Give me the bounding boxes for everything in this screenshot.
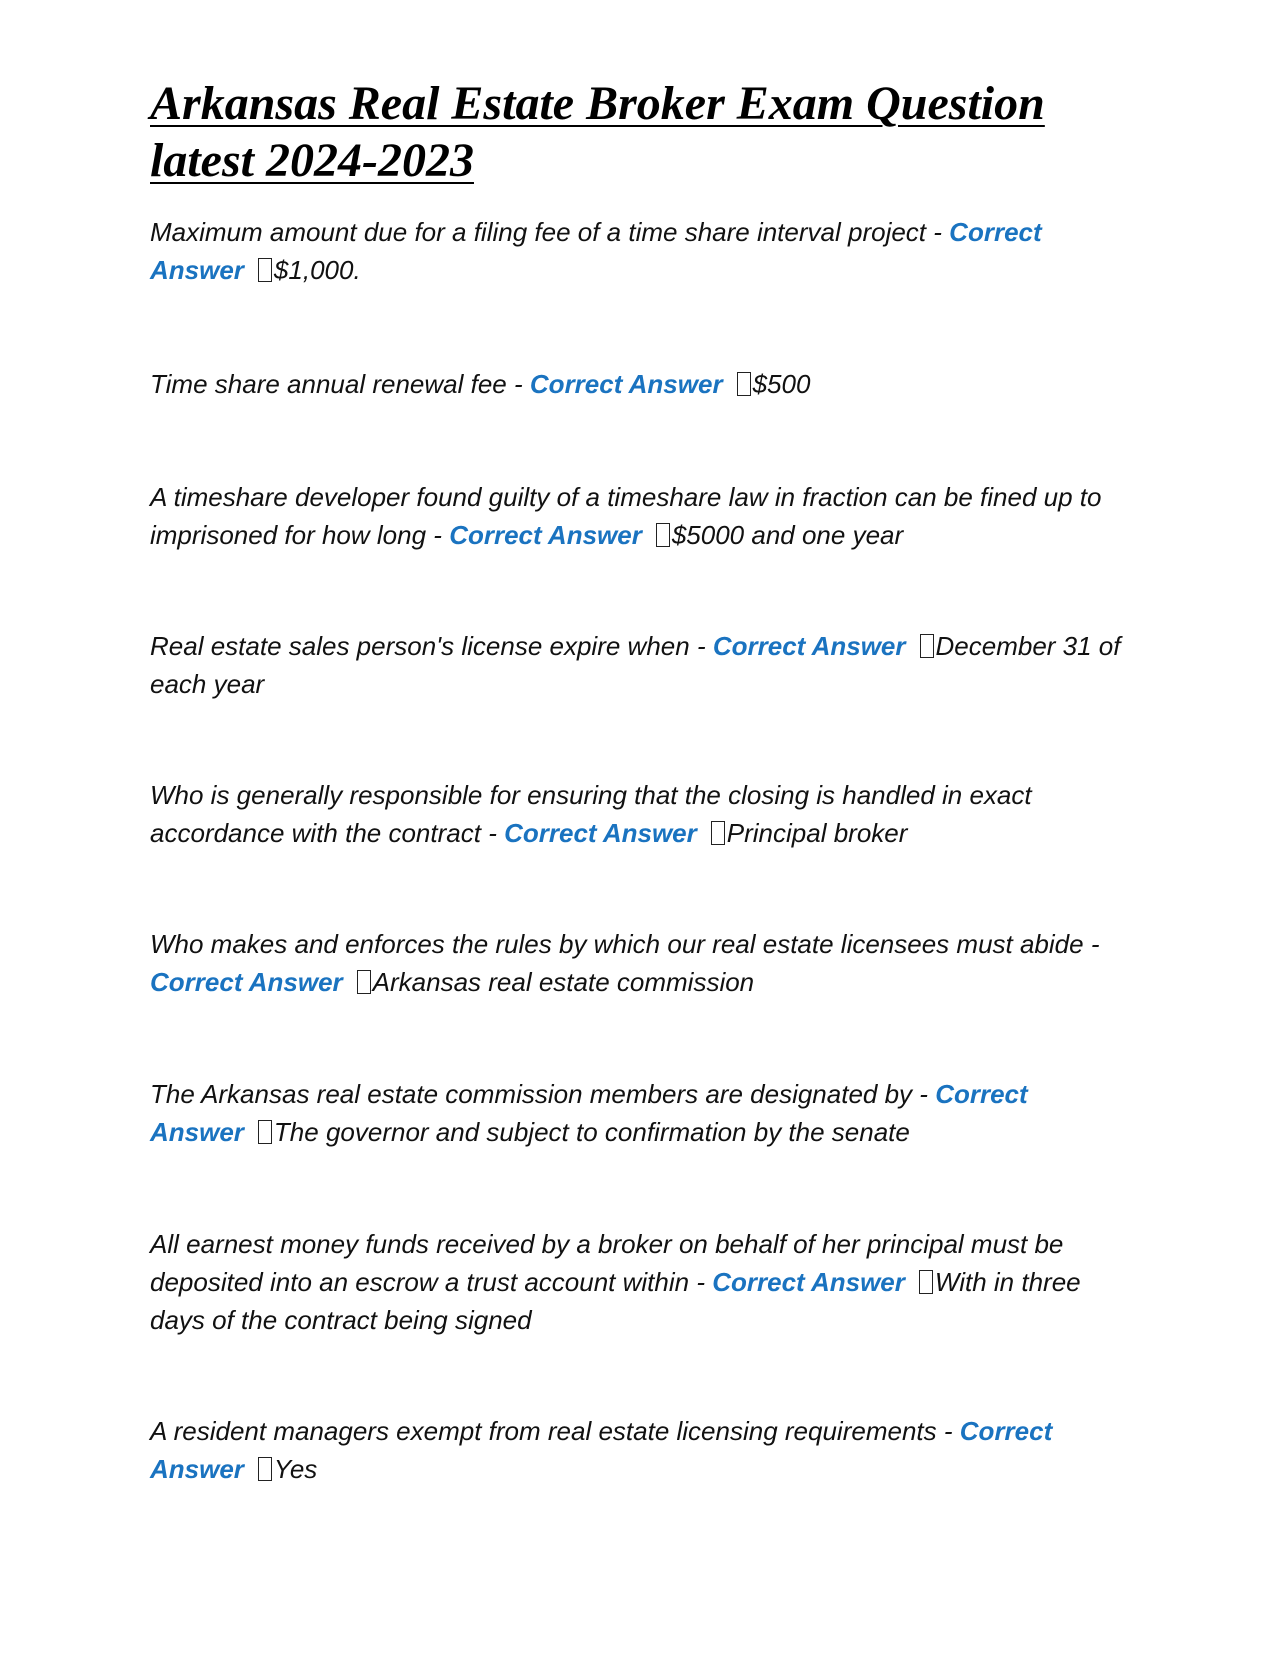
answer-text: $5000 and one year (671, 520, 904, 550)
correct-answer-label: Correct Answer (150, 217, 1042, 285)
qa-item (150, 925, 1125, 1001)
answer-text: Yes (273, 1454, 318, 1484)
missing-glyph-icon (919, 1270, 933, 1294)
question-text: Who makes and enforces the rules by which our real estate licensees must abide (150, 929, 1084, 959)
correct-answer-label: Correct Answer (150, 1416, 1053, 1484)
missing-glyph-icon (656, 523, 670, 547)
correct-answer-label: Correct Answer (150, 1079, 1028, 1147)
qa-item (150, 1225, 1125, 1339)
answer-text: Arkansas real estate commission (372, 967, 755, 997)
page-title: Arkansas Real Estate Broker Exam Question latest 2024-2023 (150, 77, 1045, 187)
qa-item (150, 776, 1125, 852)
missing-glyph-icon (258, 1120, 272, 1144)
separator: - (488, 818, 497, 848)
separator: - (933, 217, 942, 247)
separator: - (514, 369, 523, 399)
separator: - (696, 1267, 705, 1297)
answer-text: With in three days of the contract being signed (150, 1267, 1081, 1335)
answer-text: December 31 of each year (150, 631, 1121, 699)
question-text: Who is generally responsible for ensuring that the closing is handled in exact accordance with the contract (150, 780, 1032, 848)
separator: - (919, 1079, 928, 1109)
correct-answer-label: Correct Answer (449, 520, 642, 550)
question-text: All earnest money funds received by a broker on behalf of her principal must be deposited into an escrow a trust account within (150, 1229, 1064, 1297)
question-text: The Arkansas real estate commission members are designated by (150, 1079, 913, 1109)
qa-item (150, 627, 1125, 703)
separator: - (696, 631, 706, 661)
separator: - (433, 520, 442, 550)
qa-item (150, 213, 1125, 289)
question-text: Real estate sales person's license expire when (150, 631, 690, 661)
qa-item (150, 478, 1125, 554)
question-text: Time share annual renewal fee (150, 369, 507, 399)
missing-glyph-icon (711, 821, 725, 845)
missing-glyph-icon (357, 970, 371, 994)
question-text: A resident managers exempt from real estate licensing requirements (150, 1416, 937, 1446)
correct-answer-label: Correct Answer (712, 1267, 905, 1297)
correct-answer-label: Correct Answer (712, 631, 906, 661)
qa-item (150, 1075, 1125, 1151)
separator: - (1090, 929, 1100, 959)
correct-answer-label: Correct Answer (150, 967, 343, 997)
answer-text: The governor and subject to confirmation by the senate (273, 1117, 910, 1147)
missing-glyph-icon (920, 634, 934, 658)
missing-glyph-icon (258, 258, 272, 282)
missing-glyph-icon (258, 1457, 272, 1481)
answer-text: $1,000. (273, 255, 361, 285)
answer-text: Principal broker (726, 818, 908, 848)
qa-item (150, 365, 1125, 403)
missing-glyph-icon (737, 372, 751, 396)
qa-item (150, 1412, 1125, 1488)
question-text: A timeshare developer found guilty of a timeshare law in fraction can be fined up to imprisoned for how long (150, 482, 1102, 550)
separator: - (943, 1416, 953, 1446)
correct-answer-label: Correct Answer (504, 818, 697, 848)
question-text: Maximum amount due for a filing fee of a time share interval project (150, 217, 927, 247)
answer-text: $500 (752, 369, 811, 399)
correct-answer-label: Correct Answer (529, 369, 723, 399)
